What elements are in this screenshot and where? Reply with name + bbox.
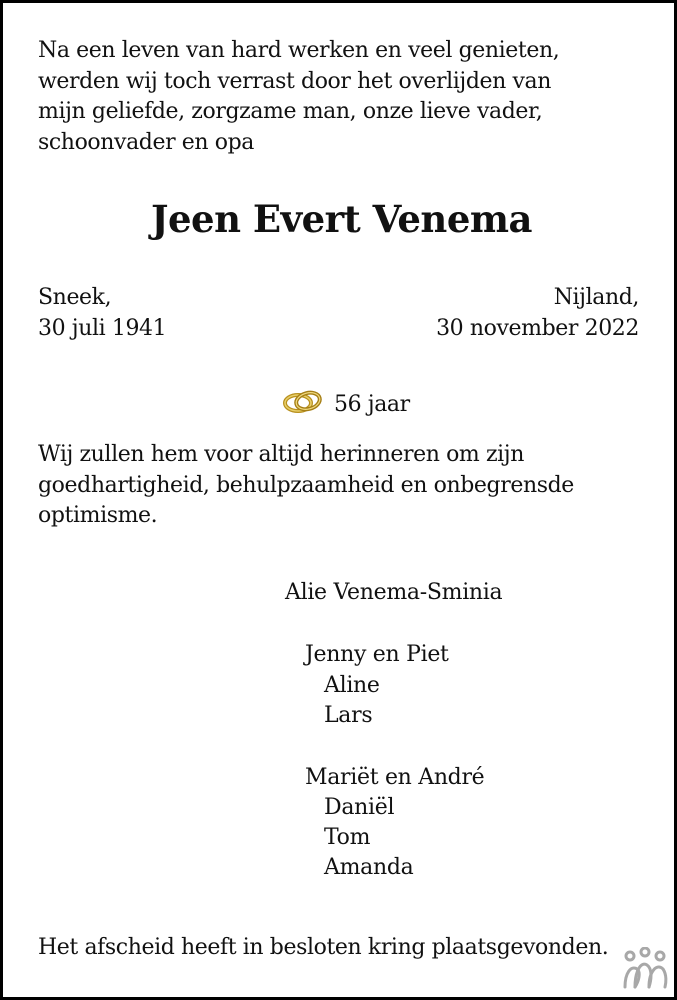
family-child: Lars	[324, 703, 373, 728]
marriage-duration	[282, 388, 410, 421]
closing-line: optimisme.	[38, 503, 158, 528]
family-child: Amanda	[324, 855, 414, 880]
family-child: Daniël	[324, 795, 395, 820]
intro-line: werden wij toch verrast door het overlijden van	[38, 68, 551, 94]
intro-text	[38, 36, 559, 158]
intro-line: Na een leven van hard werken en veel genieten,	[38, 38, 560, 63]
deceased-name: Jeen Evert Venema	[151, 197, 532, 241]
death-date: 30 november 2022	[436, 315, 639, 341]
death-place: Nijland,	[553, 285, 639, 310]
death-info	[436, 283, 639, 344]
people-group-icon	[621, 947, 669, 996]
closing-line: Wij zullen hem voor altijd herinneren om zijn	[38, 442, 525, 467]
birth-place: Sneek,	[38, 285, 112, 310]
family-child: Aline	[324, 673, 380, 698]
wedding-rings-icon	[282, 388, 324, 421]
family-child: Tom	[324, 825, 371, 850]
intro-line: mijn geliefde, zorgzame man, onze lieve vader,	[38, 99, 543, 124]
birth-date: 30 juli 1941	[38, 315, 167, 341]
family-parents: Jenny en Piet	[305, 642, 449, 667]
closing-text	[38, 440, 574, 532]
birth-info	[38, 283, 166, 344]
intro-line: schoonvader en opa	[38, 129, 255, 155]
closing-line: goedhartigheid, behulpzaamheid en onbegrensde	[38, 472, 574, 498]
family-parents: Mariët en André	[305, 765, 485, 790]
marriage-years: 56 jaar	[334, 392, 410, 417]
signatory-spouse: Alie Venema-Sminia	[285, 580, 503, 605]
footer-note: Het afscheid heeft in besloten kring plaatsgevonden.	[38, 935, 609, 960]
